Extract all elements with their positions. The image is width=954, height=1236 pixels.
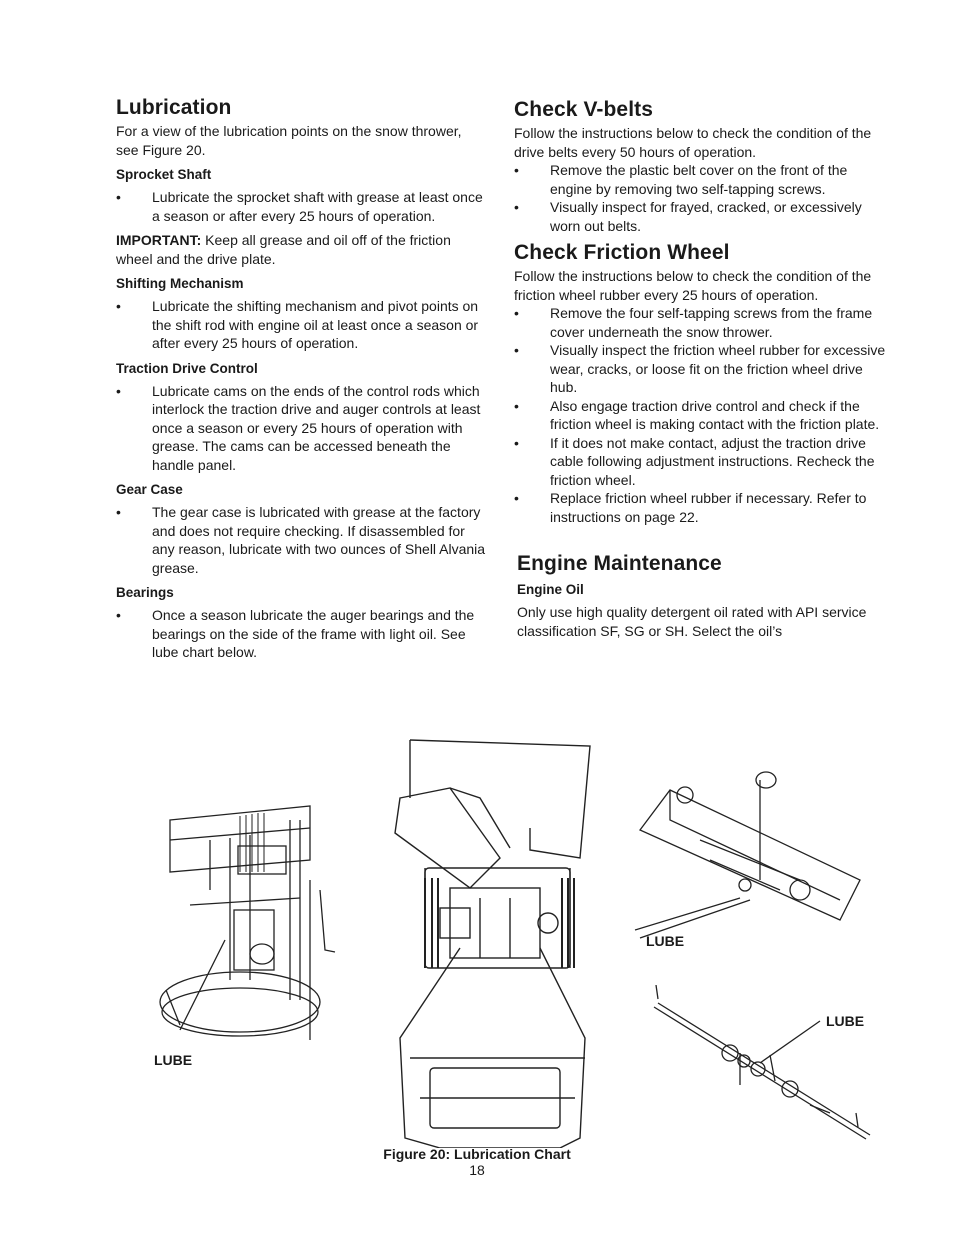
traction-drive-bullet: • Lubricate cams on the ends of the control rods which interlock the traction drive and auger controls at least once a season or every 25 hours of operation with grease. The cams can be accessed beneath the handle panel. xyxy=(116,382,486,475)
engine-oil-heading: Engine Oil xyxy=(517,582,584,597)
vbelts-intro: Follow the instructions below to check the condition of the drive belts every 50 hours of operation. xyxy=(514,125,872,160)
shifting-mechanism-list xyxy=(116,297,486,353)
vbelts-list xyxy=(514,161,889,235)
shift-mechanism-drawing xyxy=(630,770,870,940)
shifting-mechanism-heading: Shifting Mechanism xyxy=(116,276,244,291)
sprocket-shaft-heading: Sprocket Shaft xyxy=(116,167,212,182)
bearings-list xyxy=(116,606,486,662)
shifting-mechanism-bullet: • Lubricate the shifting mechanism and pivot points on the shift rod with engine oil at least once a season or after every 25 hours of operation. xyxy=(116,297,486,353)
lube-label-top-right: LUBE xyxy=(646,933,685,949)
bearings-bullet: • Once a season lubricate the auger bearings and the bearings on the side of the frame with light oil. See lube chart below. xyxy=(116,606,486,662)
friction-bullet: • Replace friction wheel rubber if necessary. Refer to instructions on page 22. xyxy=(514,489,889,526)
shift-rod-drawing xyxy=(640,985,880,1145)
friction-bullet: • If it does not make contact, adjust the traction drive cable following adjustment instructions. Recheck the friction wheel. xyxy=(514,434,889,490)
gear-case-heading: Gear Case xyxy=(116,482,183,497)
vbelts-bullet: • Visually inspect for frayed, cracked, or excessively worn out belts. xyxy=(514,198,889,235)
gear-case-list xyxy=(116,503,486,577)
sprocket-shaft-list xyxy=(116,188,486,225)
important-text: Keep all grease and oil off of the friction wheel and the drive plate. xyxy=(116,232,451,267)
lube-label-bottom-right: LUBE xyxy=(826,1013,865,1029)
vbelts-title: Check V-belts xyxy=(514,98,654,121)
lube-label-left: LUBE xyxy=(154,1052,193,1068)
traction-drive-heading: Traction Drive Control xyxy=(116,360,258,376)
figure-caption: Figure 20: Lubrication Chart xyxy=(383,1146,571,1162)
sprocket-drawing xyxy=(150,780,345,1050)
friction-intro: Follow the instructions below to check the condition of the friction wheel rubber every 25 hours of operation. xyxy=(514,268,872,303)
important-note xyxy=(116,231,486,268)
lubrication-section xyxy=(116,96,486,668)
lubrication-title: Lubrication xyxy=(116,96,232,119)
sprocket-shaft-bullet: • Lubricate the sprocket shaft with grease at least once a season or after every 25 hours of operation. xyxy=(116,188,486,225)
important-label: IMPORTANT: xyxy=(116,232,202,248)
bearings-heading: Bearings xyxy=(116,585,174,600)
traction-drive-list xyxy=(116,382,486,475)
snow-thrower-drawing xyxy=(380,738,600,1148)
lubrication-intro: For a view of the lubrication points on the snow thrower, see Figure 20. xyxy=(116,123,462,158)
gear-case-bullet: • The gear case is lubricated with grease at the factory and does not require checking. If disassembled for any reason, lubricate with two ounces of Shell Alvania grease. xyxy=(116,503,486,577)
maintenance-column xyxy=(514,98,889,640)
friction-bullet: • Visually inspect the friction wheel rubber for excessive wear, cracks, or loose fit on the friction wheel drive hub. xyxy=(514,341,889,397)
friction-title: Check Friction Wheel xyxy=(514,241,730,264)
engine-maintenance-title: Engine Maintenance xyxy=(517,552,722,575)
engine-oil-text: Only use high quality detergent oil rated with API service classification SF, SG or SH. Select the oil’s xyxy=(517,604,867,639)
friction-list xyxy=(514,304,889,526)
page-number: 18 xyxy=(469,1162,485,1178)
vbelts-bullet: • Remove the plastic belt cover on the front of the engine by removing two self-tapping screws. xyxy=(514,161,889,198)
friction-bullet: • Remove the four self-tapping screws from the frame cover underneath the snow thrower. xyxy=(514,304,889,341)
friction-bullet: • Also engage traction drive control and check if the friction wheel is making contact with the friction plate. xyxy=(514,397,889,434)
